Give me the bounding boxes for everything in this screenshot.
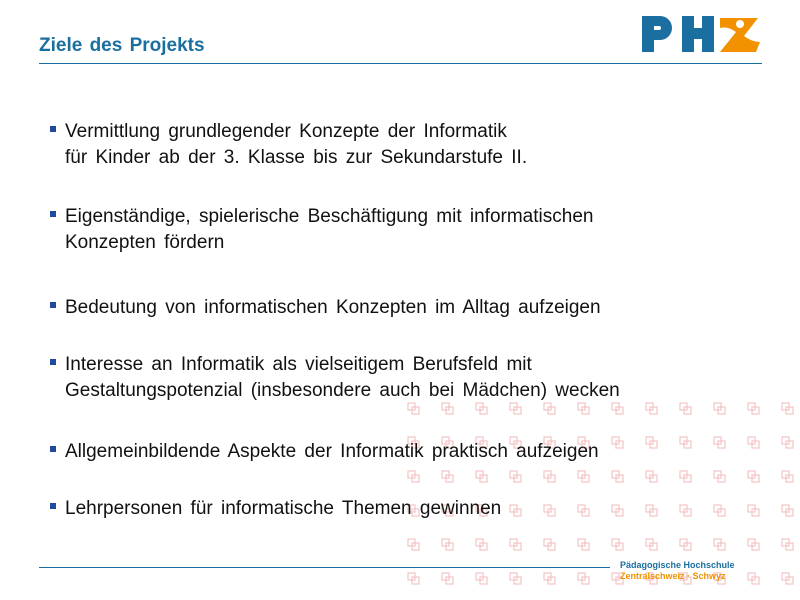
- bullet-marker-icon: [50, 302, 56, 308]
- bullet-line: für Kinder ab der 3. Klasse bis zur Sekundarstufe II.: [65, 147, 528, 168]
- bullet-line: Konzepten fördern: [65, 232, 225, 253]
- footer-location: Zentralschweiz · Schwyz: [620, 571, 726, 581]
- bullet-line: Allgemeinbildende Aspekte der Informatik praktisch aufzeigen: [65, 441, 599, 462]
- bullet-marker-icon: [50, 446, 56, 452]
- bullet-marker-icon: [50, 126, 56, 132]
- list-item: [50, 295, 750, 321]
- slide-title: Ziele des Projekts: [39, 35, 205, 56]
- list-item: [50, 496, 750, 522]
- footer-divider: [39, 567, 610, 568]
- bullet-marker-icon: [50, 211, 56, 217]
- list-item: [50, 119, 750, 171]
- bullet-marker-icon: [50, 503, 56, 509]
- bullet-line: Gestaltungspotenzial (insbesondere auch bei Mädchen) wecken: [65, 380, 620, 401]
- bullet-marker-icon: [50, 359, 56, 365]
- list-item: [50, 439, 750, 465]
- footer-brand: [620, 560, 780, 582]
- bullet-line: Interesse an Informatik als vielseitigem Berufsfeld mit: [65, 354, 532, 375]
- bullet-line: Lehrpersonen für informatische Themen gewinnen: [65, 498, 502, 519]
- bullet-line: Bedeutung von informatischen Konzepten im Alltag aufzeigen: [65, 297, 601, 318]
- footer-institution: Pädagogische Hochschule: [620, 560, 735, 570]
- bullet-line: Eigenständige, spielerische Beschäftigung mit informatischen: [65, 206, 594, 227]
- list-item: [50, 204, 750, 256]
- bullet-line: Vermittlung grundlegender Konzepte der Informatik: [65, 121, 507, 142]
- list-item: [50, 352, 750, 404]
